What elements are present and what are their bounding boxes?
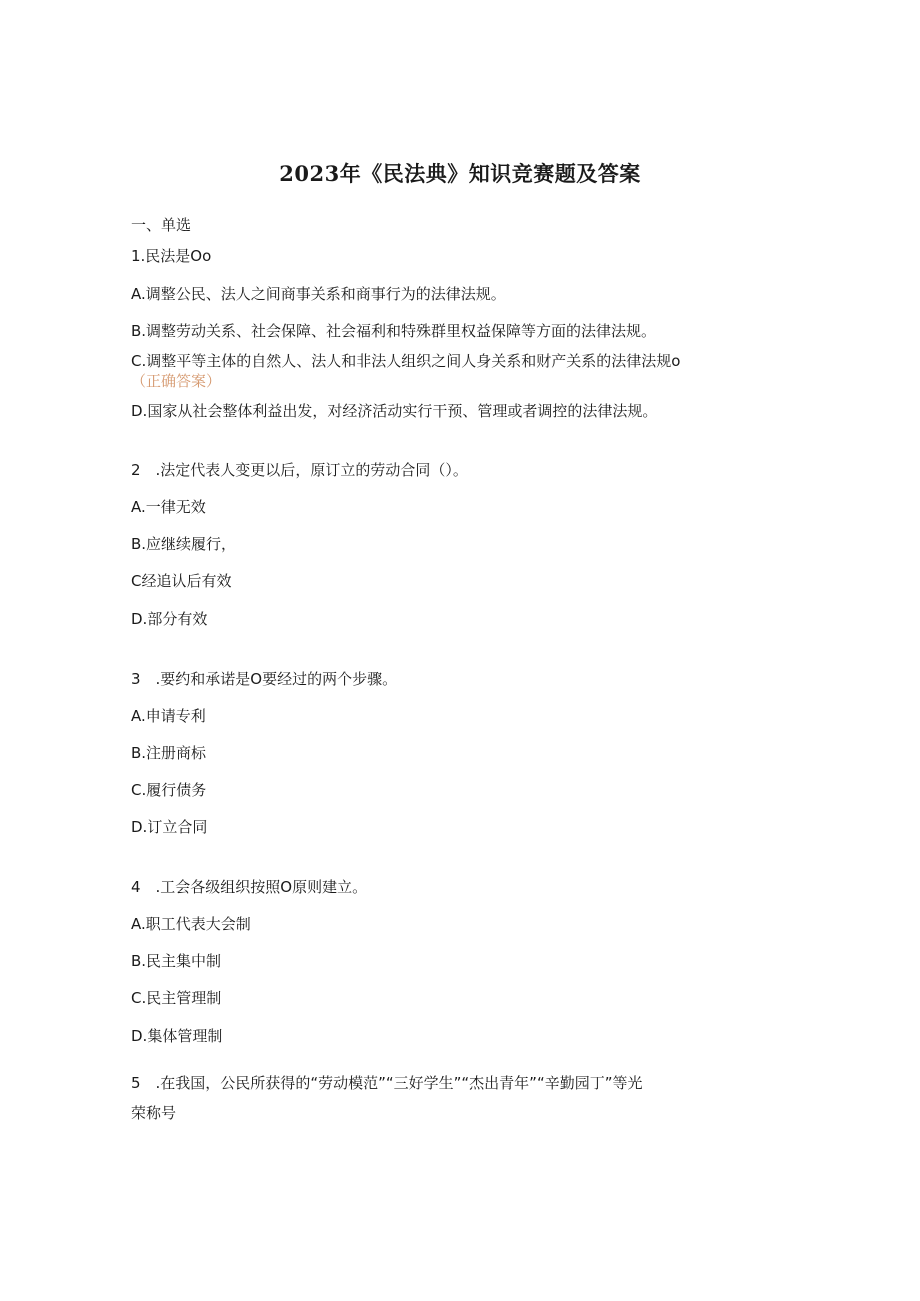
question-4-stem: 4 .工会各级组织按照O原则建立。 [131,878,368,896]
question-1-option-c: C.调整平等主体的自然人、法人和非法人组织之间人身关系和财产关系的法律法规o [131,352,681,370]
question-1-answer-note: （正确答案） [131,372,222,390]
question-3-stem: 3 .要约和承诺是O要经过的两个步骤。 [131,670,398,688]
question-3-option-a: A.申请专利 [131,707,206,725]
question-5-stem-line-1: 5 .在我国，公民所获得的“劳动模范”“三好学生”“杰出青年”“辛勤园丁”等光 [131,1074,643,1092]
question-3-option-b: B.注册商标 [131,744,207,762]
document-title: 2023年《民法典》知识竞赛题及答案 [279,161,641,186]
question-4-option-b: B.民主集中制 [131,952,222,970]
section-heading: 一、单选 [131,216,192,234]
question-1-stem: 1.民法是Oo [131,247,212,265]
question-1-option-b: B.调整劳动关系、社会保障、社会福利和特殊群里权益保障等方面的法律法规。 [131,322,657,340]
question-5-stem-line-2: 荣称号 [131,1104,177,1122]
question-2-option-a: A.一律无效 [131,498,206,516]
question-4-option-c: C.民主管理制 [131,989,222,1007]
question-2-option-b: B.应继续履行， [131,535,237,553]
question-2-stem: 2 .法定代表人变更以后，原订立的劳动合同（）。 [131,461,468,479]
question-1-option-d: D.国家从社会整体利益出发，对经济活动实行干预、管理或者调控的法律法规。 [131,402,658,420]
question-2-option-c: C经追认后有效 [131,572,232,590]
question-3-option-d: D.订立合同 [131,818,208,836]
question-4-option-d: D.集体管理制 [131,1027,223,1045]
question-1-option-a: A.调整公民、法人之间商事关系和商事行为的法律法规。 [131,285,506,303]
question-4-option-a: A.职工代表大会制 [131,915,251,933]
question-2-option-d: D.部分有效 [131,610,208,628]
question-3-option-c: C.履行债务 [131,781,207,799]
